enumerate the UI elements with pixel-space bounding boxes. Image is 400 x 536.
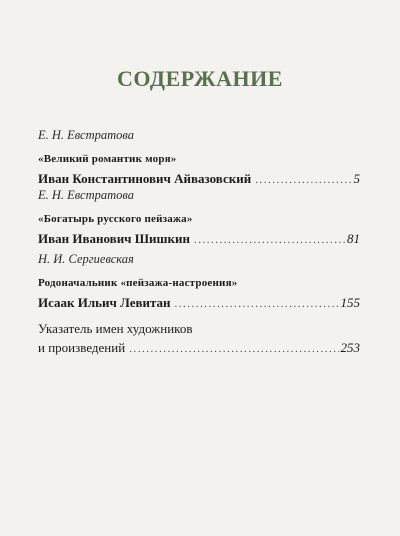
entry-line xyxy=(38,339,360,358)
entry-author: Н. И. Сергиевская xyxy=(38,252,134,266)
entry-line xyxy=(38,170,360,189)
entry-artist: Исаак Ильич Левитан xyxy=(38,295,171,310)
dot-leader xyxy=(175,296,339,313)
toc-entry-aivazovsky xyxy=(38,128,360,189)
entry-author: Е. Н. Евстратова xyxy=(38,188,135,202)
dot-leader xyxy=(255,172,351,189)
toc-entry-shishkin xyxy=(38,188,360,249)
entry-subtitle: Родоначальник «пейзажа-настроения» xyxy=(38,277,238,289)
entry-subtitle: «Великий романтик моря» xyxy=(38,153,177,165)
index-title-line1: Указатель имен художников xyxy=(38,321,193,336)
entry-artist: Иван Константинович Айвазовский xyxy=(38,171,252,186)
entry-author: Е. Н. Евстратова xyxy=(38,128,135,142)
toc-entry-index xyxy=(38,320,360,358)
entry-line xyxy=(38,230,360,249)
entry-subtitle: «Богатырь русского пейзажа» xyxy=(38,213,193,225)
page-title: СОДЕРЖАНИЕ xyxy=(117,66,283,91)
entry-page-number: 155 xyxy=(340,295,360,310)
entry-page-number: 253 xyxy=(340,340,360,355)
entry-artist: Иван Иванович Шишкин xyxy=(38,231,190,246)
dot-leader xyxy=(129,341,338,358)
toc-entry-levitan xyxy=(38,252,360,313)
dot-leader xyxy=(194,232,345,249)
entry-page-number: 81 xyxy=(347,231,360,246)
entry-page-number: 5 xyxy=(353,171,360,186)
index-title-line2: и произведений xyxy=(38,340,126,355)
entry-line xyxy=(38,294,360,313)
